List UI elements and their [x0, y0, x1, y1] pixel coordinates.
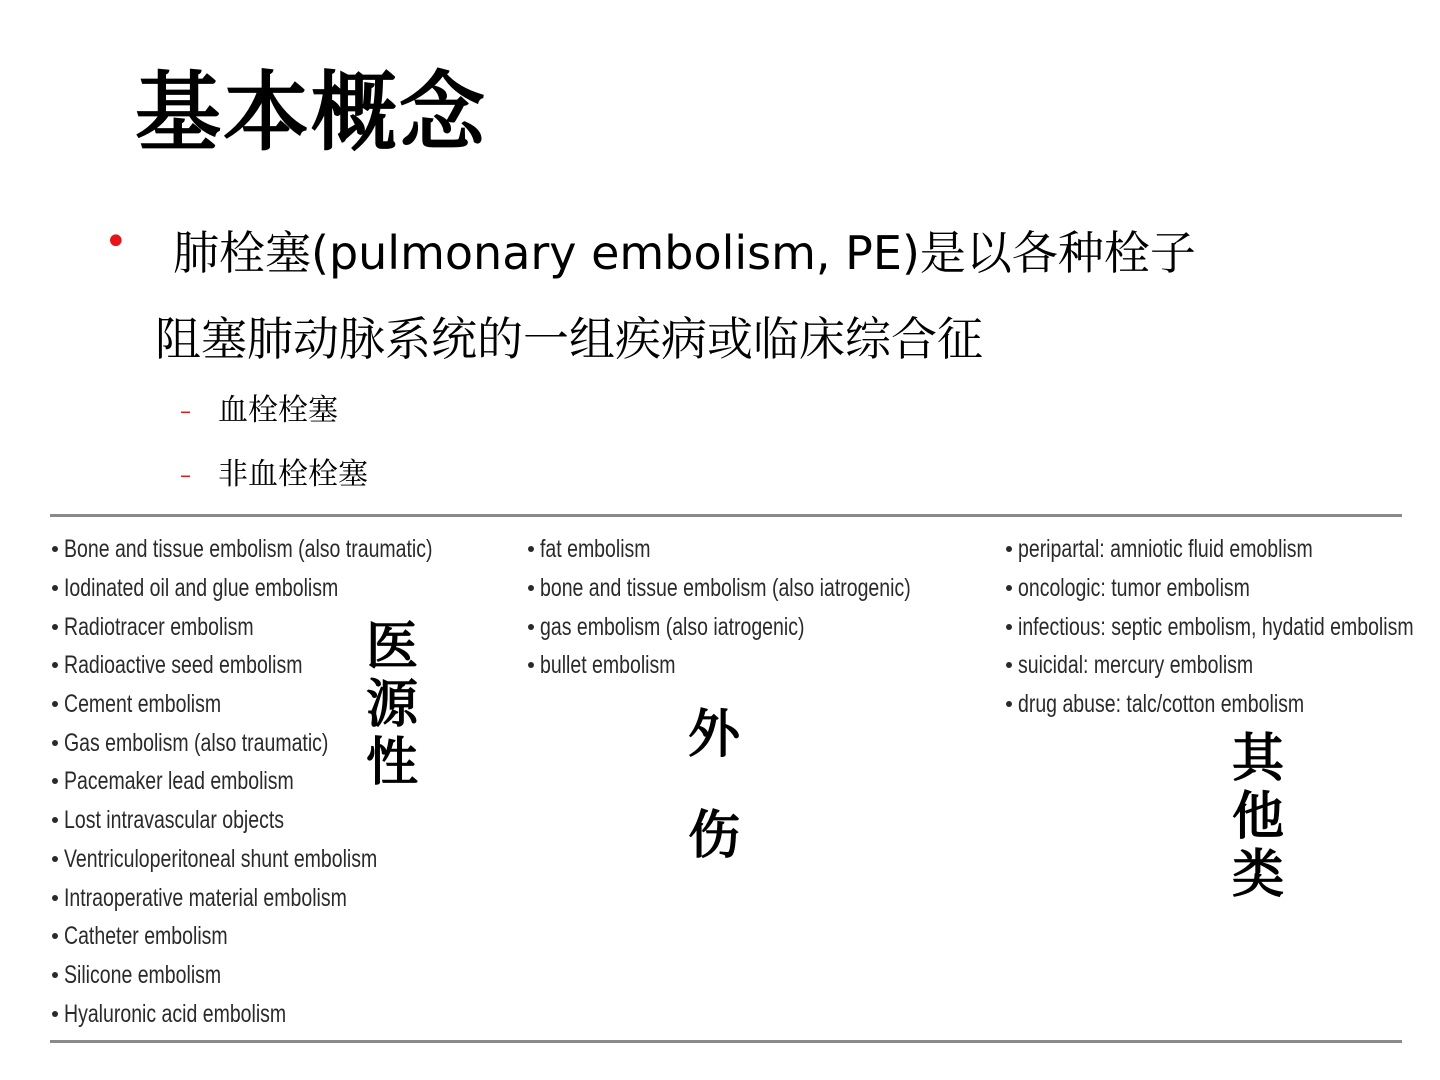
bullet-dot-icon — [528, 585, 534, 591]
column-label-iatrogenic: 医源性 — [365, 617, 418, 794]
bullet-dot-icon — [1006, 701, 1012, 707]
list-item: Lost intravascular objects — [52, 801, 536, 840]
column-other-list — [1006, 530, 1440, 723]
column-label-other: 其他类 — [1231, 729, 1284, 906]
list-item: Radioactive seed embolism — [52, 646, 536, 685]
bullet-dot-icon — [52, 895, 58, 901]
list-item: Gas embolism (also traumatic) — [52, 723, 536, 762]
table-top-rule — [50, 514, 1402, 517]
list-item: Hyaluronic acid embolism — [52, 994, 536, 1033]
list-item: peripartal: amniotic fluid emoblism — [1006, 530, 1440, 569]
bullet-dot-icon — [1006, 662, 1012, 668]
list-item: Iodinated oil and glue embolism — [52, 569, 536, 608]
list-item: Ventriculoperitoneal shunt embolism — [52, 840, 536, 879]
column-iatrogenic-list — [52, 530, 536, 1033]
bullet-dot-icon — [52, 546, 58, 552]
bullet-dot-icon — [528, 546, 534, 552]
bullet-dot-icon — [52, 662, 58, 668]
list-item: infectious: septic embolism, hydatid embolism — [1006, 607, 1440, 646]
list-item: Pacemaker lead embolism — [52, 762, 536, 801]
list-item: bullet embolism — [528, 646, 1015, 685]
bullet-dot-icon — [52, 778, 58, 784]
list-item: drug abuse: talc/cotton embolism — [1006, 685, 1440, 724]
bullet-dot-icon — [1006, 546, 1012, 552]
list-item: oncologic: tumor embolism — [1006, 569, 1440, 608]
list-item: Intraoperative material embolism — [52, 878, 536, 917]
sub-item-label: 非血栓栓塞 — [218, 457, 368, 492]
list-item: Cement embolism — [52, 685, 536, 724]
sub-item-thrombotic — [180, 393, 338, 428]
bullet-dot-icon — [52, 740, 58, 746]
bullet-dot-icon — [1006, 585, 1012, 591]
list-item: gas embolism (also iatrogenic) — [528, 607, 1015, 646]
sub-item-dash: – — [180, 463, 191, 488]
list-item: Bone and tissue embolism (also traumatic) — [52, 530, 536, 569]
bullet-dot-icon — [528, 662, 534, 668]
bullet-dot-icon — [528, 624, 534, 630]
main-bullet-line-1: 肺栓塞(pulmonary embolism, PE)是以各种栓子 — [173, 226, 1196, 280]
slide-title: 基本概念 — [135, 63, 487, 163]
bullet-dot-icon — [52, 972, 58, 978]
list-item: suicidal: mercury embolism — [1006, 646, 1440, 685]
bullet-dot-icon — [52, 585, 58, 591]
main-bullet — [155, 210, 1355, 382]
bullet-dot-icon — [52, 624, 58, 630]
bullet-dot-icon — [52, 817, 58, 823]
column-traumatic-list — [528, 530, 1015, 685]
bullet-dot-icon — [52, 933, 58, 939]
bullet-dot-icon — [52, 856, 58, 862]
list-item: fat embolism — [528, 530, 1015, 569]
bullet-dot-icon — [1006, 624, 1012, 630]
bullet-dot-icon — [52, 1011, 58, 1017]
sub-item-nonthrombotic — [180, 457, 368, 492]
main-bullet-line-2: 阻塞肺动脉系统的一组疾病或临床综合征 — [155, 312, 983, 366]
column-label-traumatic: 外伤 — [687, 705, 740, 867]
list-item: Silicone embolism — [52, 956, 536, 995]
list-item: Radiotracer embolism — [52, 607, 536, 646]
bullet-dot-icon — [52, 701, 58, 707]
list-item: Catheter embolism — [52, 917, 536, 956]
sub-item-label: 血栓栓塞 — [218, 393, 338, 428]
table-bottom-rule — [50, 1040, 1402, 1043]
sub-item-dash: – — [180, 399, 191, 424]
list-item: bone and tissue embolism (also iatrogenic) — [528, 569, 1015, 608]
bullet-marker: • — [104, 219, 128, 265]
